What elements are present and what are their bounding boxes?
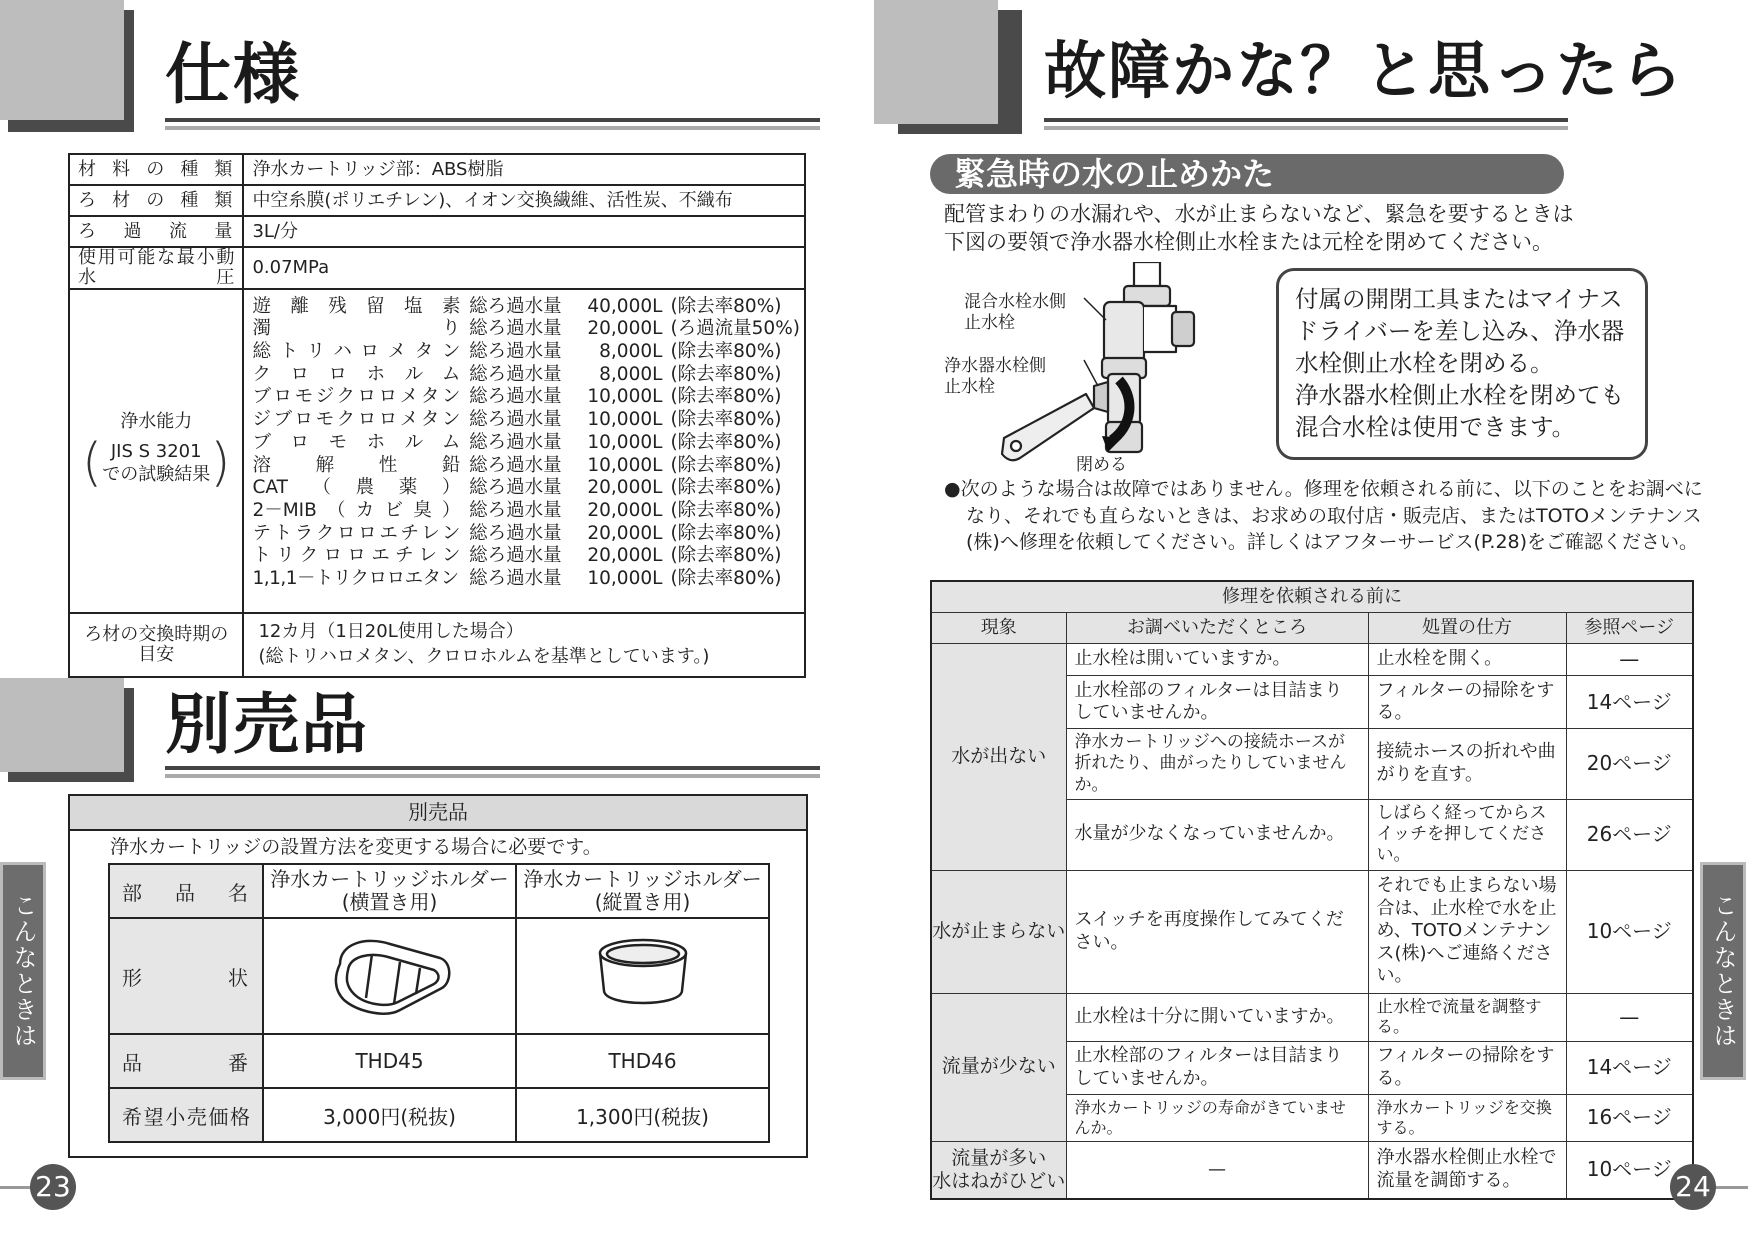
total-volume-value: 20,000L [587, 545, 663, 567]
exchange-value [243, 613, 805, 677]
substance-name: 2－MIB（カビ臭） [252, 499, 461, 521]
page-ref-cell: — [1566, 644, 1693, 676]
removal-note: (除去率80%) [670, 568, 782, 590]
option-name-line: (縦置き用) [594, 890, 691, 914]
performance-label-line: での試験結果 [102, 464, 211, 486]
spec-label: ろ過流量 [69, 216, 243, 247]
check-cell: 水量が少なくなっていませんか。 [1066, 799, 1368, 870]
removal-note: (除去率80%) [670, 295, 782, 317]
table-caption: 修理を依頼される前に [931, 581, 1693, 613]
total-volume-label: 総ろ過水量 [469, 363, 562, 385]
performance-row [69, 289, 805, 613]
total-volume-label: 総ろ過水量 [469, 386, 562, 408]
check-cell: スイッチを再度操作してみてください。 [1066, 870, 1368, 993]
title-rule [165, 774, 820, 778]
table-row [931, 993, 1693, 1041]
spec-row [69, 185, 805, 216]
total-volume-label: 総ろ過水量 [469, 341, 562, 362]
option-name [516, 864, 769, 918]
removal-note: (除去率80%) [670, 431, 782, 453]
exchange-label: ろ材の交換時期の目安 [69, 613, 243, 677]
spec-value: 3L/分 [243, 216, 805, 247]
spec-row [69, 216, 805, 247]
action-cell: 止水栓で流量を調整する。 [1368, 993, 1566, 1041]
performance-label-group [102, 440, 210, 487]
table-row [931, 870, 1693, 993]
substance-name: 1,1,1－トリクロロエタン [252, 568, 459, 590]
option-name-line: 浄水カートリッジホルダー [270, 867, 509, 891]
total-volume-value: 20,000L [587, 522, 663, 544]
option-number: THD46 [516, 1034, 769, 1088]
removal-note: (除去率80%) [670, 499, 782, 521]
section-block [0, 0, 124, 120]
substance-name: 濁り [252, 318, 461, 340]
removal-note: (除去率80%) [670, 409, 782, 431]
section-block [0, 678, 124, 772]
trouble-table [930, 580, 1694, 1200]
left-paren: ( [81, 433, 103, 494]
symptom-cell: 流量が多い 水はねがひどい [931, 1141, 1066, 1199]
substance-name: トリクロロエチレン [252, 545, 461, 567]
total-volume-value: 40,000L [587, 295, 663, 317]
spec-label: ろ材の種類 [69, 185, 243, 216]
option-row [109, 1088, 769, 1142]
performance-item [252, 432, 800, 455]
total-volume-value: 20,000L [587, 477, 663, 499]
option-shape [263, 918, 516, 1034]
substance-name: クロロホルム [252, 363, 461, 385]
removal-note: (除去率80%) [670, 454, 782, 476]
spec-row [69, 154, 805, 185]
removal-note: (除去率80%) [670, 386, 782, 408]
spec-label: 使用可能な最小動水圧 [69, 247, 243, 289]
total-volume-value: 10,000L [587, 386, 663, 408]
table-row [931, 644, 1693, 676]
exchange-line: (総トリハロメタン、クロロホルムを基準としています。) [258, 645, 710, 667]
action-cell: フィルターの掃除をする。 [1368, 1041, 1566, 1094]
option-name-line: 浄水カートリッジホルダー [523, 867, 762, 891]
table-header-row [931, 613, 1693, 644]
right-paren: ) [210, 433, 231, 494]
action-cell: 止水栓を開く。 [1368, 644, 1566, 676]
column-header: お調べいただくところ [1066, 613, 1368, 644]
total-volume-value: 10,000L [587, 431, 663, 453]
substance-name: CAT（農薬） [252, 477, 461, 499]
page-ref-cell: 20ページ [1566, 729, 1693, 800]
page-ref-cell: 26ページ [1566, 799, 1693, 870]
action-cell: 浄水器水栓側止水栓で流量を調節する。 [1368, 1141, 1566, 1199]
row-label: 品番 [109, 1034, 263, 1088]
option-number: THD45 [263, 1034, 516, 1088]
symptom-cell: 流量が少ない [931, 993, 1066, 1141]
title-rule [1044, 126, 1568, 130]
option-name-line: (横置き用) [341, 890, 438, 914]
performance-item [252, 296, 800, 319]
title-rule [1044, 118, 1568, 122]
check-cell: 止水栓部のフィルターは目詰まりしていませんか。 [1066, 676, 1368, 729]
removal-note: (除去率80%) [670, 477, 782, 499]
options-header: 別売品 [70, 796, 806, 831]
total-volume-label: 総ろ過水量 [469, 477, 562, 499]
vertical-holder-illustration [588, 929, 698, 1019]
total-volume-label: 総ろ過水量 [469, 431, 562, 453]
removal-note: (ろ過流量50%) [670, 318, 800, 340]
performance-item [252, 568, 800, 591]
total-volume-label: 総ろ過水量 [469, 295, 562, 317]
exchange-line: 12カ月（1日20L使用した場合） [258, 621, 524, 643]
total-volume-value: 10,000L [587, 568, 663, 590]
check-cell: 浄水カートリッジへの接続ホースが折れたり、曲がったりしていませんか。 [1066, 729, 1368, 800]
check-cell: 止水栓は開いていますか。 [1066, 644, 1368, 676]
removal-note: (除去率80%) [670, 341, 782, 362]
total-volume-value: 10,000L [587, 454, 663, 476]
spec-title: 仕様 [165, 36, 301, 113]
option-shape [516, 918, 769, 1034]
action-cell: フィルターの掃除をする。 [1368, 676, 1566, 729]
column-header: 処置の仕方 [1368, 613, 1566, 644]
performance-item [252, 500, 800, 523]
spec-label: 材料の種類 [69, 154, 243, 185]
performance-item [252, 523, 800, 546]
action-cell: それでも止まらない場合は、止水栓で水を止め、TOTOメンテナンス(株)へご連絡ください。 [1368, 870, 1566, 993]
total-volume-value: 20,000L [587, 318, 663, 340]
total-volume-value: 20,000L [587, 499, 663, 521]
performance-label-line: 浄水能力 [120, 410, 193, 432]
option-row [109, 1034, 769, 1088]
option-row [109, 918, 769, 1034]
page-right [874, 0, 1748, 1240]
exchange-row [69, 613, 805, 677]
symptom-cell: 水が出ない [931, 644, 1066, 871]
performance-label [69, 289, 243, 613]
substance-name: ブロモジクロロメタン [252, 386, 461, 408]
label-close: 閉める [1076, 455, 1127, 475]
check-cell: 浄水カートリッジの寿命がきていませんか。 [1066, 1094, 1368, 1141]
substance-name: ジブロモクロロメタン [252, 409, 461, 431]
check-cell: — [1066, 1141, 1368, 1199]
table-caption-row [931, 581, 1693, 613]
row-label: 形状 [109, 918, 263, 1034]
performance-item [252, 409, 800, 432]
performance-list [243, 289, 805, 613]
performance-item [252, 318, 800, 341]
table-row [931, 1141, 1693, 1199]
options-title: 別売品 [165, 686, 369, 763]
title-rule [165, 126, 820, 130]
substance-name: ブロモホルム [252, 431, 461, 453]
section-block [874, 0, 998, 124]
page-ref-cell: 10ページ [1566, 870, 1693, 993]
spec-value: 浄水カートリッジ部：ABS樹脂 [243, 154, 805, 185]
substance-name: 総トリハロメタン [252, 341, 461, 362]
option-name [263, 864, 516, 918]
symptom-cell: 水が止まらない [931, 870, 1066, 993]
emergency-intro [944, 200, 1574, 256]
total-volume-label: 総ろ過水量 [469, 522, 562, 544]
page-number: 24 [1670, 1164, 1716, 1210]
title-rule [165, 766, 820, 770]
emergency-heading: 緊急時の水の止めかた [930, 154, 1564, 194]
notice-text: ●次のような場合は故障ではありません。修理を依頼される前に、以下のことをお調べになり、それでも直らないときは、お求めの取付店・販売店、またはTOTOメンテナンス(株)へ修理を依頼してください。詳しくはアフターサービス(P.28)をご確認ください。 [944, 478, 1703, 553]
total-volume-label: 総ろ過水量 [469, 545, 562, 567]
performance-item [252, 477, 800, 500]
page-ref-cell: 14ページ [1566, 1041, 1693, 1094]
intro-line: 下図の要領で浄水器水栓側止水栓または元栓を閉めてください。 [944, 230, 1553, 254]
performance-item [252, 545, 800, 568]
callout-box: 付属の開閉工具またはマイナスドライバーを差し込み、浄水器水栓側止水栓を閉める。 浄水器水栓側止水栓を閉めても混合水栓は使用できます。 [1276, 268, 1648, 460]
total-volume-label: 総ろ過水量 [469, 568, 562, 590]
performance-item [252, 455, 800, 478]
total-volume-label: 総ろ過水量 [469, 318, 562, 340]
option-price: 3,000円(税抜) [263, 1088, 516, 1142]
total-volume-label: 総ろ過水量 [469, 499, 562, 521]
action-cell: 浄水カートリッジを交換する。 [1368, 1094, 1566, 1141]
intro-line: 配管まわりの水漏れや、水が止まらないなど、緊急を要するときは [944, 202, 1574, 226]
option-price: 1,300円(税抜) [516, 1088, 769, 1142]
spec-row [69, 247, 805, 289]
page-number: 23 [30, 1164, 76, 1210]
column-header: 参照ページ [1566, 613, 1693, 644]
options-box [68, 794, 808, 1158]
performance-item [252, 341, 800, 364]
column-header: 現象 [931, 613, 1066, 644]
check-cell: 止水栓部のフィルターは目詰まりしていませんか。 [1066, 1041, 1368, 1094]
options-note: 浄水カートリッジの設置方法を変更する場合に必要です。 [110, 836, 602, 858]
removal-note: (除去率80%) [670, 545, 782, 567]
substance-name: 溶解性鉛 [252, 454, 461, 476]
substance-name: テトラクロロエチレン [252, 522, 461, 544]
page-ref-cell: 14ページ [1566, 676, 1693, 729]
action-cell: 接続ホースの折れや曲がりを直す。 [1368, 729, 1566, 800]
page-ref-cell: 16ページ [1566, 1094, 1693, 1141]
label-mixing-valve: 混合水栓水側 止水栓 [964, 292, 1066, 333]
performance-item [252, 364, 800, 387]
row-label: 部品名 [109, 864, 263, 918]
total-volume-value: 8,000L [599, 341, 663, 362]
page-ref-cell: — [1566, 993, 1693, 1041]
horizontal-holder-illustration [320, 924, 460, 1024]
spec-table [68, 153, 806, 678]
performance-item [252, 386, 800, 409]
removal-note: (除去率80%) [670, 363, 782, 385]
spec-value: 0.07MPa [243, 247, 805, 289]
side-tab: こんなときは [0, 862, 46, 1080]
total-volume-label: 総ろ過水量 [469, 454, 562, 476]
side-tab: こんなときは [1700, 862, 1746, 1080]
trouble-title: 故障かな？と思ったら [1044, 34, 1685, 107]
performance-label-line: JIS S 3201 [110, 441, 202, 463]
options-table [108, 863, 770, 1143]
total-volume-value: 10,000L [587, 409, 663, 431]
total-volume-value: 8,000L [599, 363, 663, 385]
option-row [109, 864, 769, 918]
action-cell: しばらく経ってからスイッチを押してください。 [1368, 799, 1566, 870]
title-rule [165, 118, 820, 122]
spec-value: 中空糸膜(ポリエチレン)、イオン交換繊維、活性炭、不織布 [243, 185, 805, 216]
substance-name: 遊離残留塩素 [252, 295, 461, 317]
check-cell: 止水栓は十分に開いていますか。 [1066, 993, 1368, 1041]
row-label: 希望小売価格 [109, 1088, 263, 1142]
label-filter-valve: 浄水器水栓側 止水栓 [944, 356, 1046, 397]
total-volume-label: 総ろ過水量 [469, 409, 562, 431]
removal-note: (除去率80%) [670, 522, 782, 544]
page-ref-cell: 10ページ [1566, 1141, 1693, 1199]
